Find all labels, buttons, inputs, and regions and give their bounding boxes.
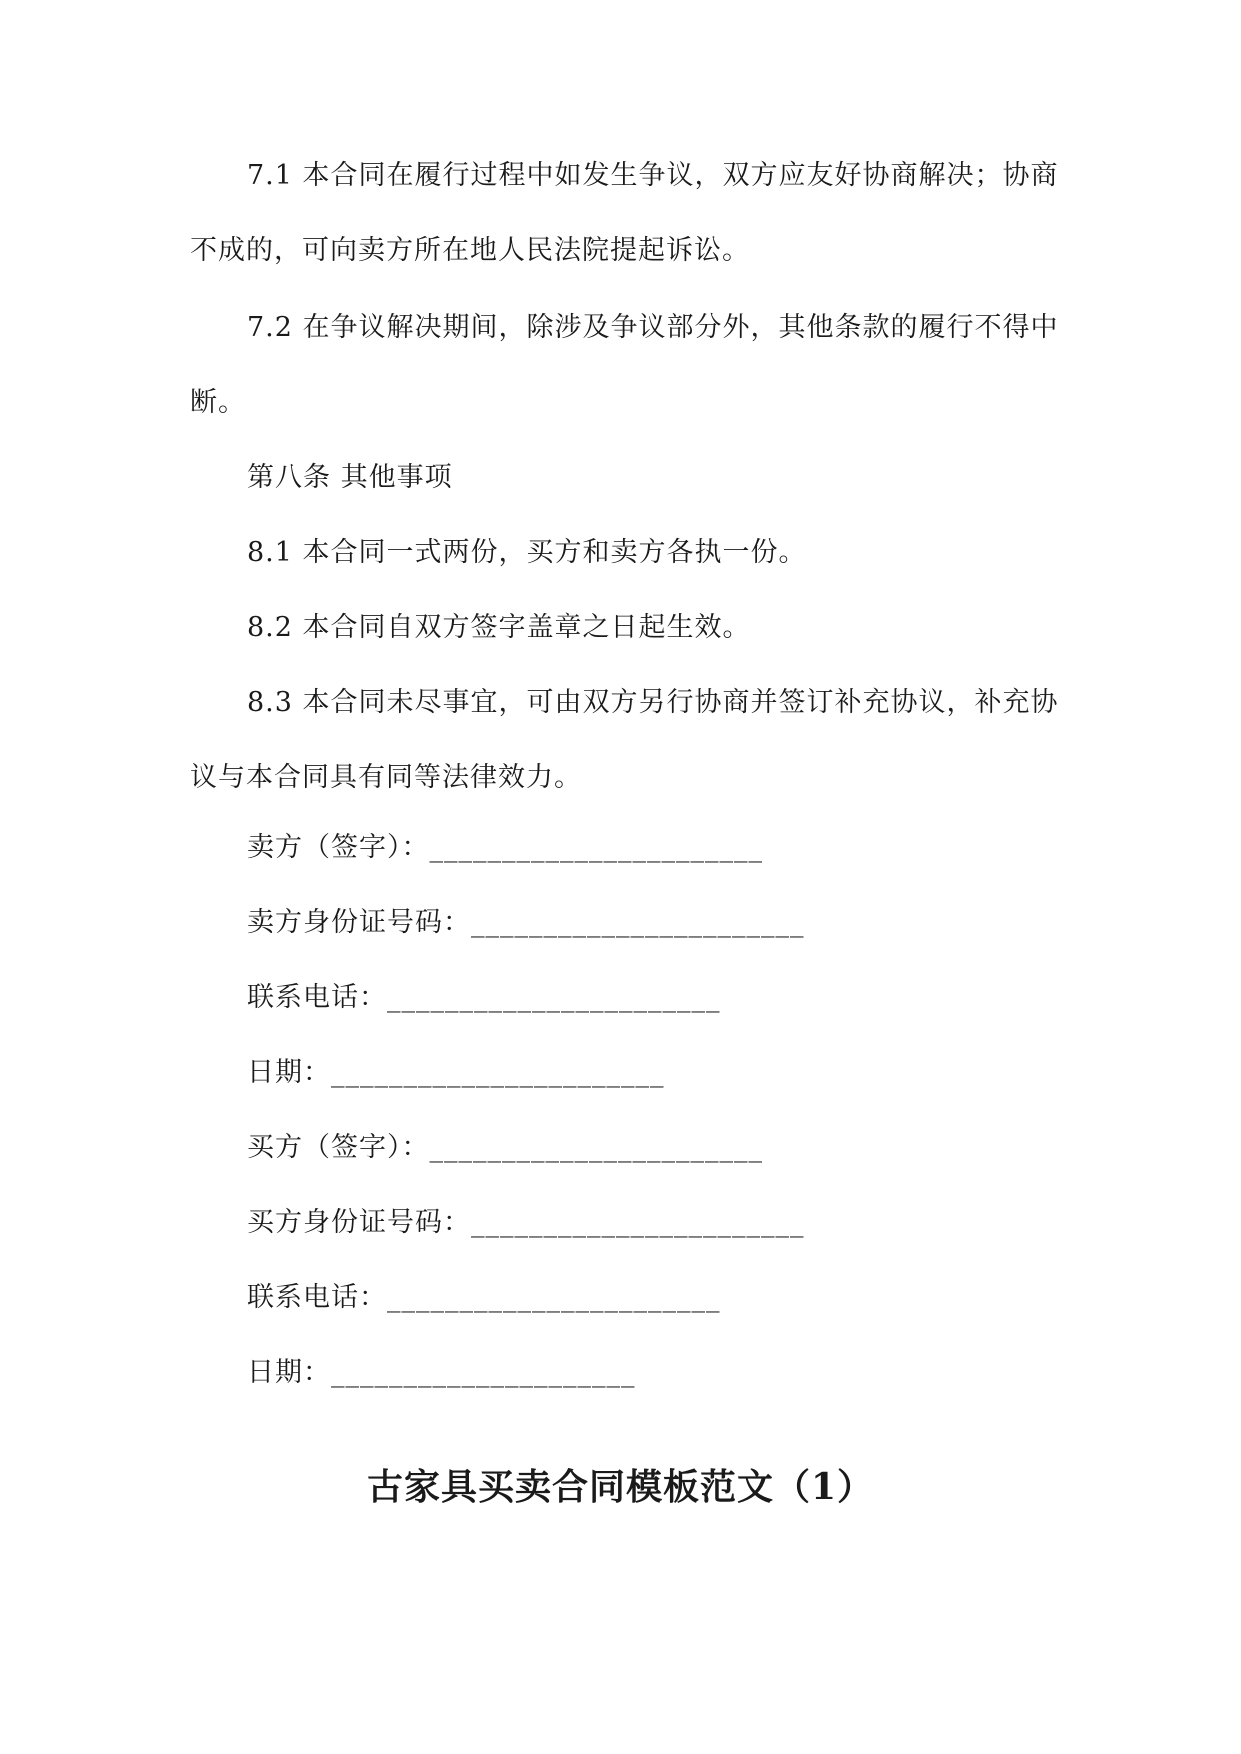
buyer-signature-field: 买方（签字）：_______________________	[247, 1132, 763, 1163]
seller-date-field: 日期：_______________________	[247, 1057, 665, 1088]
clause-8-1: 8.1 本合同一式两份，买方和卖方各执一份。	[247, 537, 807, 568]
clause-8-2: 8.2 本合同自双方签字盖章之日起生效。	[247, 612, 751, 643]
clause-8-3: 8.3 本合同未尽事宜，可由双方另行协商并签订补充协议，补充协议与本合同具有同等法律效力。	[190, 687, 1059, 793]
seller-id-number-field: 卖方身份证号码：_______________________	[247, 907, 805, 938]
article-8-heading: 第八条 其他事项	[247, 462, 453, 493]
buyer-date-field: 日期：_____________________	[247, 1357, 636, 1388]
seller-phone-field: 联系电话：_______________________	[247, 982, 721, 1013]
clause-7-2: 7.2 在争议解决期间，除涉及争议部分外，其他条款的履行不得中断。	[190, 312, 1059, 418]
clause-7-1: 7.1 本合同在履行过程中如发生争议，双方应友好协商解决；协商不成的，可向卖方所在地人民法院提起诉讼。	[190, 160, 1059, 266]
next-contract-title: 古家具买卖合同模板范文（1）	[366, 1466, 875, 1508]
buyer-id-number-field: 买方身份证号码：_______________________	[247, 1207, 805, 1238]
seller-signature-field: 卖方（签字）：_______________________	[247, 832, 763, 863]
buyer-phone-field: 联系电话：_______________________	[247, 1282, 721, 1313]
